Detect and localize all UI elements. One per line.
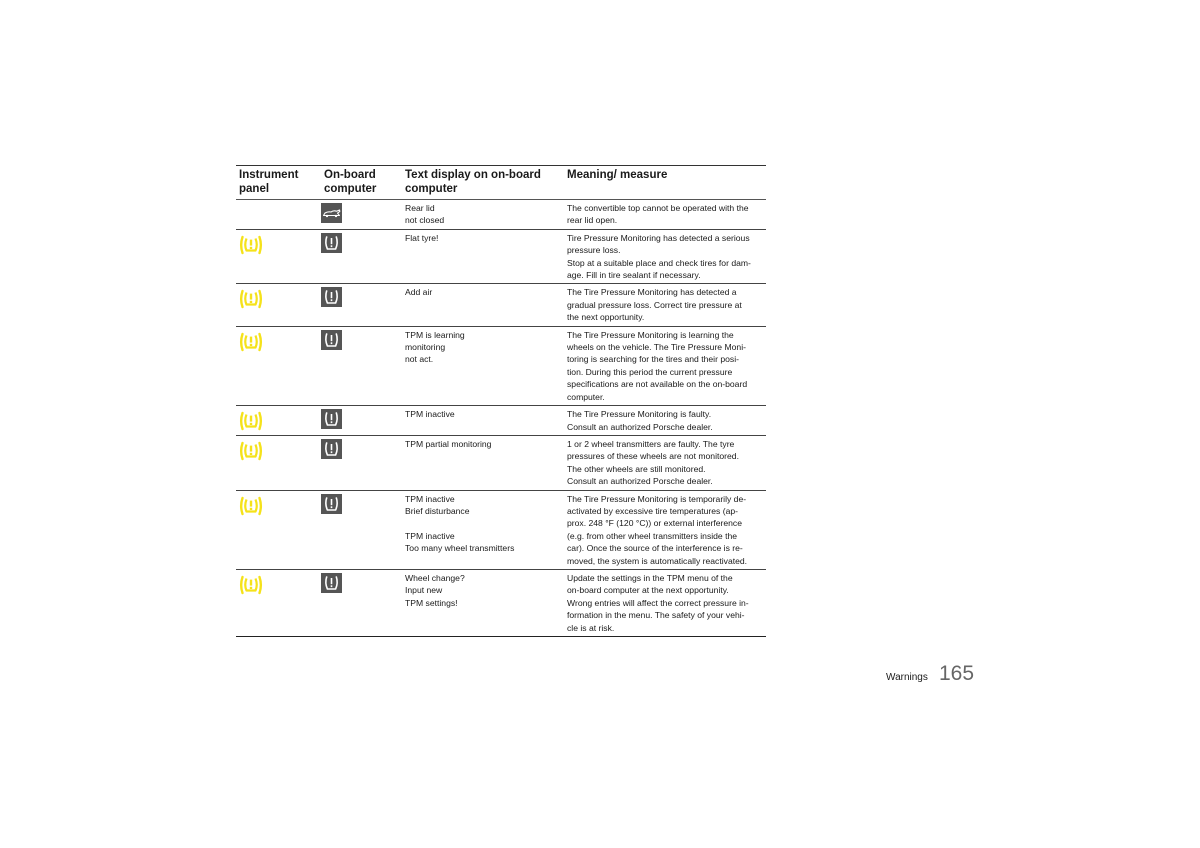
header-meaning-measure: Meaning/ measure bbox=[564, 166, 766, 200]
warnings-table bbox=[236, 165, 766, 637]
tire-pressure-warning-icon bbox=[239, 289, 263, 309]
tire-pressure-warning-icon bbox=[239, 332, 263, 352]
on-board-computer-cell bbox=[321, 326, 402, 405]
table-row bbox=[236, 435, 766, 490]
meaning-cell: The Tire Pressure Monitoring has detected a gradual pressure loss. Correct tire pressure at the next opportunity. bbox=[564, 284, 766, 326]
on-board-computer-cell bbox=[321, 569, 402, 636]
tire-pressure-icon bbox=[321, 494, 342, 514]
text-display-cell: Wheel change? Input new TPM settings! bbox=[402, 569, 564, 636]
on-board-computer-cell bbox=[321, 406, 402, 436]
rear-lid-icon bbox=[321, 203, 342, 223]
tire-pressure-warning-icon bbox=[239, 441, 263, 461]
section-label: Warnings bbox=[886, 672, 928, 683]
meaning-cell: The Tire Pressure Monitoring is faulty. Consult an authorized Porsche dealer. bbox=[564, 406, 766, 436]
instrument-panel-cell bbox=[236, 229, 321, 284]
tire-pressure-icon bbox=[321, 409, 342, 429]
table-row bbox=[236, 200, 766, 230]
table-row bbox=[236, 326, 766, 405]
instrument-panel-cell bbox=[236, 490, 321, 569]
text-display-cell: TPM is learning monitoring not act. bbox=[402, 326, 564, 405]
tire-pressure-icon bbox=[321, 330, 342, 350]
on-board-computer-cell bbox=[321, 284, 402, 326]
tire-pressure-icon bbox=[321, 287, 342, 307]
instrument-panel-cell bbox=[236, 406, 321, 436]
text-display-cell: TPM partial monitoring bbox=[402, 435, 564, 490]
tire-pressure-warning-icon bbox=[239, 575, 263, 595]
tire-pressure-icon bbox=[321, 439, 342, 459]
tire-pressure-warning-icon bbox=[239, 235, 263, 255]
instrument-panel-cell bbox=[236, 284, 321, 326]
meaning-cell: Update the settings in the TPM menu of the on-board computer at the next opportunity. Wrong entries will affect the correct pressure in- formation in the menu. The safety of your vehi- cle is at risk. bbox=[564, 569, 766, 636]
table-row bbox=[236, 490, 766, 569]
on-board-computer-cell bbox=[321, 435, 402, 490]
text-display-cell: Add air bbox=[402, 284, 564, 326]
header-instrument-panel: Instrument panel bbox=[236, 166, 321, 200]
tire-pressure-icon bbox=[321, 233, 342, 253]
tire-pressure-icon bbox=[321, 573, 342, 593]
table-body bbox=[236, 200, 766, 637]
instrument-panel-cell bbox=[236, 200, 321, 230]
instrument-panel-cell bbox=[236, 569, 321, 636]
on-board-computer-cell bbox=[321, 200, 402, 230]
meaning-cell: The convertible top cannot be operated with the rear lid open. bbox=[564, 200, 766, 230]
instrument-panel-cell bbox=[236, 435, 321, 490]
instrument-panel-cell bbox=[236, 326, 321, 405]
table-row bbox=[236, 406, 766, 436]
meaning-cell: 1 or 2 wheel transmitters are faulty. The tyre pressures of these wheels are not monitored. The other wheels are still monitored. Consult an authorized Porsche dealer. bbox=[564, 435, 766, 490]
text-display-cell: TPM inactive bbox=[402, 406, 564, 436]
header-text-display: Text display on on-board computer bbox=[402, 166, 564, 200]
meaning-cell: The Tire Pressure Monitoring is temporarily de- activated by excessive tire temperatures (ap- prox. 248 °F (120 °C)) or external interference (e.g. from other wheel transmitters inside the car). Once the source of the interference is re- moved, the system is automatically reactivated. bbox=[564, 490, 766, 569]
text-display-cell: Rear lid not closed bbox=[402, 200, 564, 230]
on-board-computer-cell bbox=[321, 490, 402, 569]
tire-pressure-warning-icon bbox=[239, 411, 263, 431]
page-number: 165 bbox=[939, 662, 975, 685]
meaning-cell: Tire Pressure Monitoring has detected a serious pressure loss. Stop at a suitable place and check tires for dam- age. Fill in tire sealant if necessary. bbox=[564, 229, 766, 284]
table-row bbox=[236, 229, 766, 284]
text-display-cell: Flat tyre! bbox=[402, 229, 564, 284]
table-row bbox=[236, 284, 766, 326]
on-board-computer-cell bbox=[321, 229, 402, 284]
meaning-cell: The Tire Pressure Monitoring is learning the wheels on the vehicle. The Tire Pressure Moni- toring is searching for the tires and their posi- tion. During this period the current pressure specifications are not available on the on-board computer. bbox=[564, 326, 766, 405]
table-row bbox=[236, 569, 766, 636]
table-header-row bbox=[236, 166, 766, 200]
header-on-board-computer: On-board computer bbox=[321, 166, 402, 200]
tire-pressure-warning-icon bbox=[239, 496, 263, 516]
text-display-cell: TPM inactive Brief disturbance TPM inactive Too many wheel transmitters bbox=[402, 490, 564, 569]
